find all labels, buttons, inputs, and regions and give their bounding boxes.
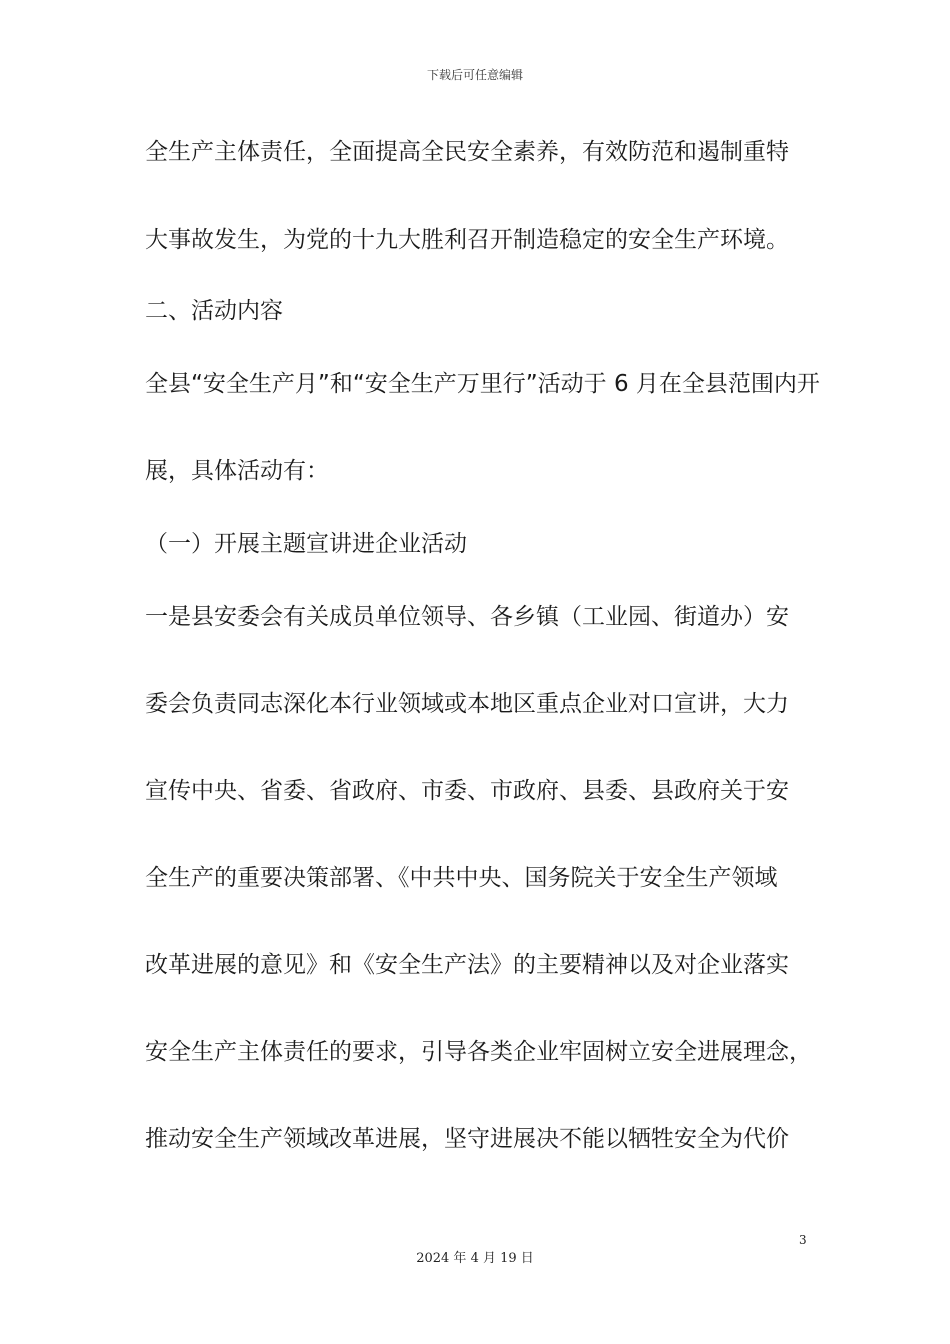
page-number: 3 bbox=[799, 1233, 807, 1247]
body-line: 宣传中央、省委、省政府、市委、市政府、县委、县政府关于安 bbox=[145, 778, 789, 804]
body-line: 安全生产主体责任的要求，引导各类企业牢固树立安全进展理念， bbox=[145, 1039, 812, 1065]
body-line: 全生产主体责任，全面提高全民安全素养，有效防范和遏制重特 bbox=[145, 139, 789, 165]
section-heading: 二、活动内容 bbox=[145, 298, 283, 324]
body-line: 推动安全生产领域改革进展，坚守进展决不能以牺牲安全为代价 bbox=[145, 1126, 789, 1152]
body-line: 展，具体活动有： bbox=[145, 458, 329, 484]
page-header: 下载后可任意编辑 bbox=[426, 68, 523, 82]
body-line: 一是县安委会有关成员单位领导、各乡镇（工业园、街道办）安 bbox=[145, 604, 789, 630]
footer-date: 2024 年 4 月 19 日 bbox=[416, 1251, 534, 1266]
body-line: 委会负责同志深化本行业领域或本地区重点企业对口宣讲，大力 bbox=[145, 691, 789, 717]
body-line: 全县“安全生产月”和“安全生产万里行”活动于 6 月在全县范围内开 bbox=[145, 371, 820, 397]
body-line: 大事故发生，为党的十九大胜利召开制造稳定的安全生产环境。 bbox=[145, 227, 789, 253]
subsection-heading: （一）开展主题宣讲进企业活动 bbox=[145, 531, 467, 557]
body-line: 改革进展的意见》和《安全生产法》的主要精神以及对企业落实 bbox=[145, 952, 789, 978]
body-line: 全生产的重要决策部署、《中共中央、国务院关于安全生产领域 bbox=[145, 865, 778, 891]
